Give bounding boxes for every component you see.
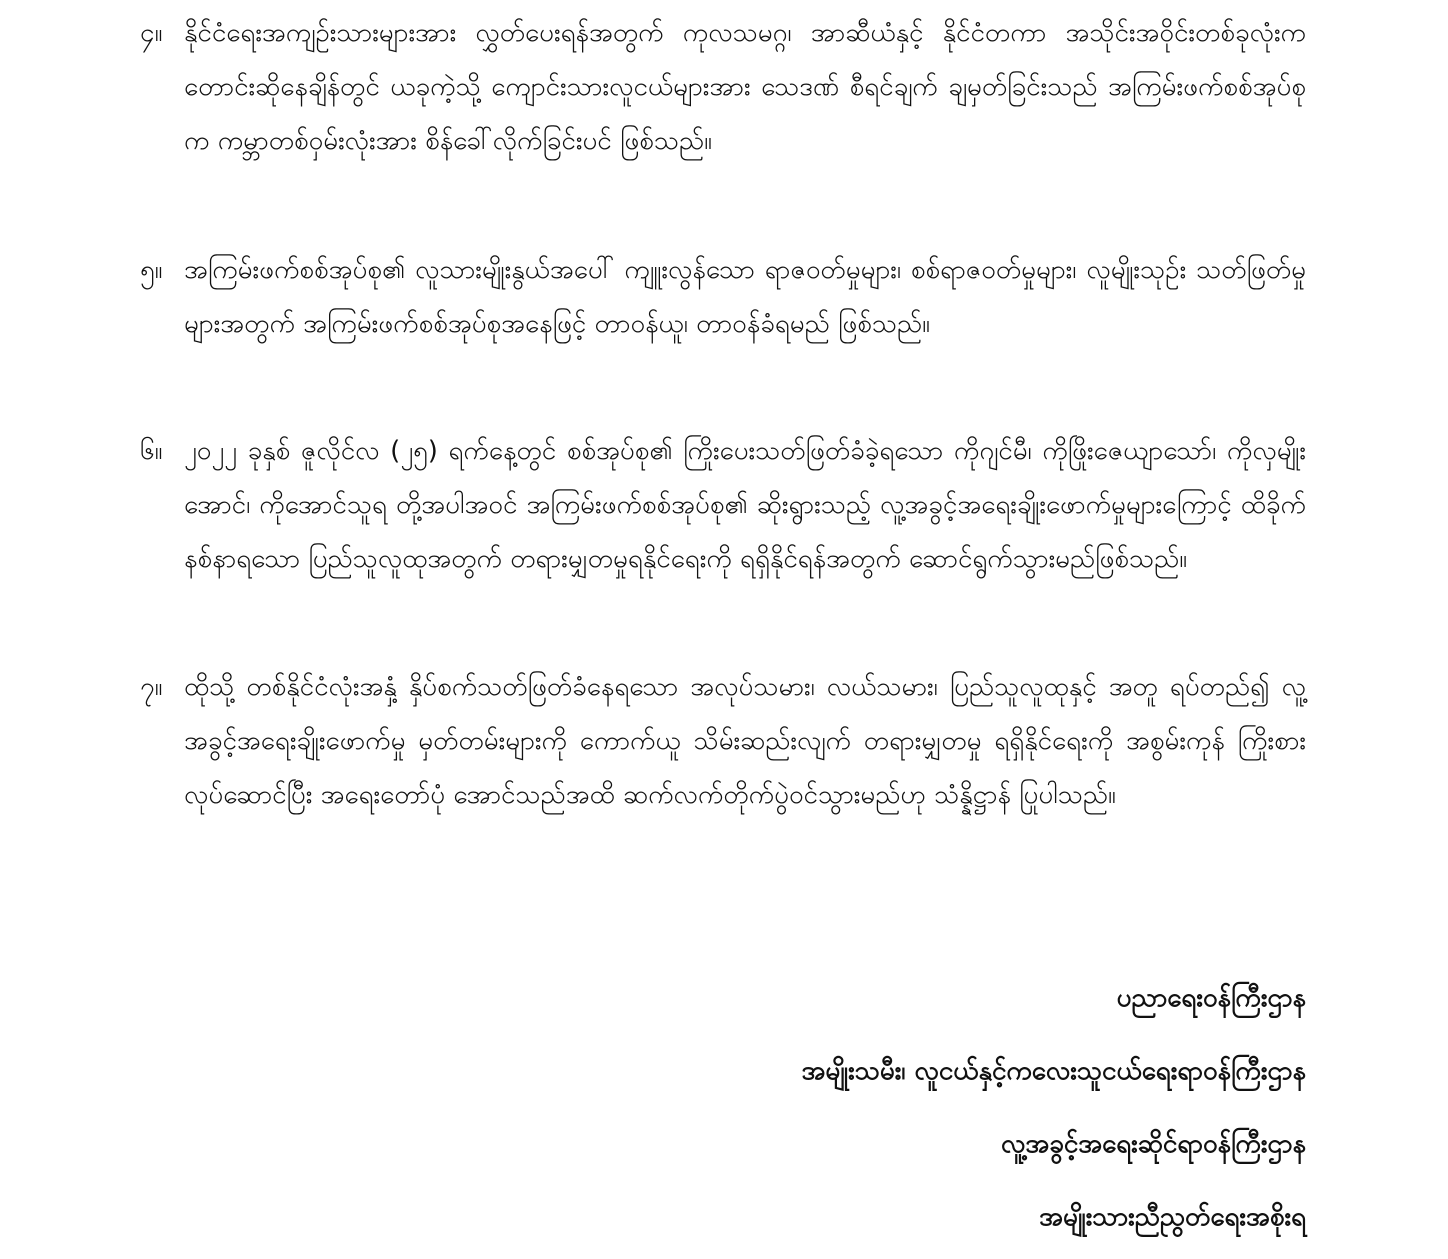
paragraph-number: ၇။	[140, 672, 163, 702]
paragraph-number: ၅။	[140, 255, 163, 285]
paragraph-4	[140, 6, 1306, 168]
paragraph-6	[140, 424, 1306, 586]
signatory-human-rights-ministry: လူ့အခွင့်အရေးဆိုင်ရာဝန်ကြီးဌာန	[1000, 1129, 1306, 1159]
paragraph-number: ၄။	[140, 18, 163, 48]
paragraph-number: ၆။	[140, 436, 163, 466]
paragraph-5	[140, 243, 1306, 351]
paragraph-text: နိုင်ငံရေးအကျဉ်းသားများအား လွှတ်ပေးရန်အတွက် ကုလသမဂ္ဂ၊ အာဆီယံနှင့် နိုင်ငံတကာ အသိုင်းအဝိုင်းတစ်ခုလုံးက တောင်းဆိုနေချိန်တွင် ယခုကဲ့သို့ ကျောင်းသားလူငယ်များအား သေဒဏ် စီရင်ချက် ချမှတ်ခြင်းသည် အကြမ်းဖက်စစ်အုပ်စုက ကမ္ဘာတစ်ဝှမ်းလုံးအား စိန်ခေါ်လိုက်ခြင်းပင် ဖြစ်သည်။	[184, 18, 1306, 156]
paragraph-text: ၂၀၂၂ ခုနှစ် ဇူလိုင်လ (၂၅) ရက်နေ့တွင် စစ်အုပ်စု၏ ကြိုးပေးသတ်ဖြတ်ခံခဲ့ရသော ကိုဂျင်မီ၊ ကိုဖြိုးဇေယျာသော်၊ ကိုလှမျိုးအောင်၊ ကိုအောင်သူရ တို့အပါအဝင် အကြမ်းဖက်စစ်အုပ်စု၏ ဆိုးရွားသည့် လူ့အခွင့်အရေးချိုးဖောက်မှုများကြောင့် ထိခိုက်နစ်နာရသော ပြည်သူလူထုအတွက် တရားမျှတမှုရနိုင်ရေးကို ရရှိနိုင်ရန်အတွက် ဆောင်ရွက်သွားမည်ဖြစ်သည်။	[184, 436, 1306, 574]
signatory-education-ministry: ပညာရေးဝန်ကြီးဌာန	[1116, 983, 1306, 1013]
paragraph-text: အကြမ်းဖက်စစ်အုပ်စု၏ လူသားမျိုးနွယ်အပေါ် ကျူးလွန်သော ရာဇဝတ်မှုများ၊ စစ်ရာဇဝတ်မှုများ၊ လူမျိုးသုဉ်း သတ်ဖြတ်မှုများအတွက် အကြမ်းဖက်စစ်အုပ်စုအနေဖြင့် တာဝန်ယူ၊ တာဝန်ခံရမည် ဖြစ်သည်။	[184, 255, 1306, 339]
signatory-women-youth-ministry: အမျိုးသမီး၊ လူငယ်နှင့်ကလေးသူငယ်ရေးရာဝန်ကြီးဌာန	[801, 1056, 1306, 1086]
signatory-national-unity-government: အမျိုးသားညီညွတ်ရေးအစိုးရ	[1039, 1202, 1306, 1232]
paragraph-text: ထိုသို့ တစ်နိုင်ငံလုံးအနှံ့ နှိပ်စက်သတ်ဖြတ်ခံနေရသော အလုပ်သမား၊ လယ်သမား၊ ပြည်သူလူထုနှင့် အတူ ရပ်တည်၍ လူ့အခွင့်အရေးချိုးဖောက်မှု မှတ်တမ်းများကို ကောက်ယူ သိမ်းဆည်းလျက် တရားမျှတမှု ရရှိနိုင်ရေးကို အစွမ်းကုန် ကြိုးစား လုပ်ဆောင်ပြီး အရေးတော်ပုံ အောင်သည်အထိ ဆက်လက်တိုက်ပွဲဝင်သွားမည်ဟု သံန္နိဋ္ဌာန် ပြုပါသည်။	[184, 672, 1306, 810]
paragraph-7	[140, 660, 1306, 822]
